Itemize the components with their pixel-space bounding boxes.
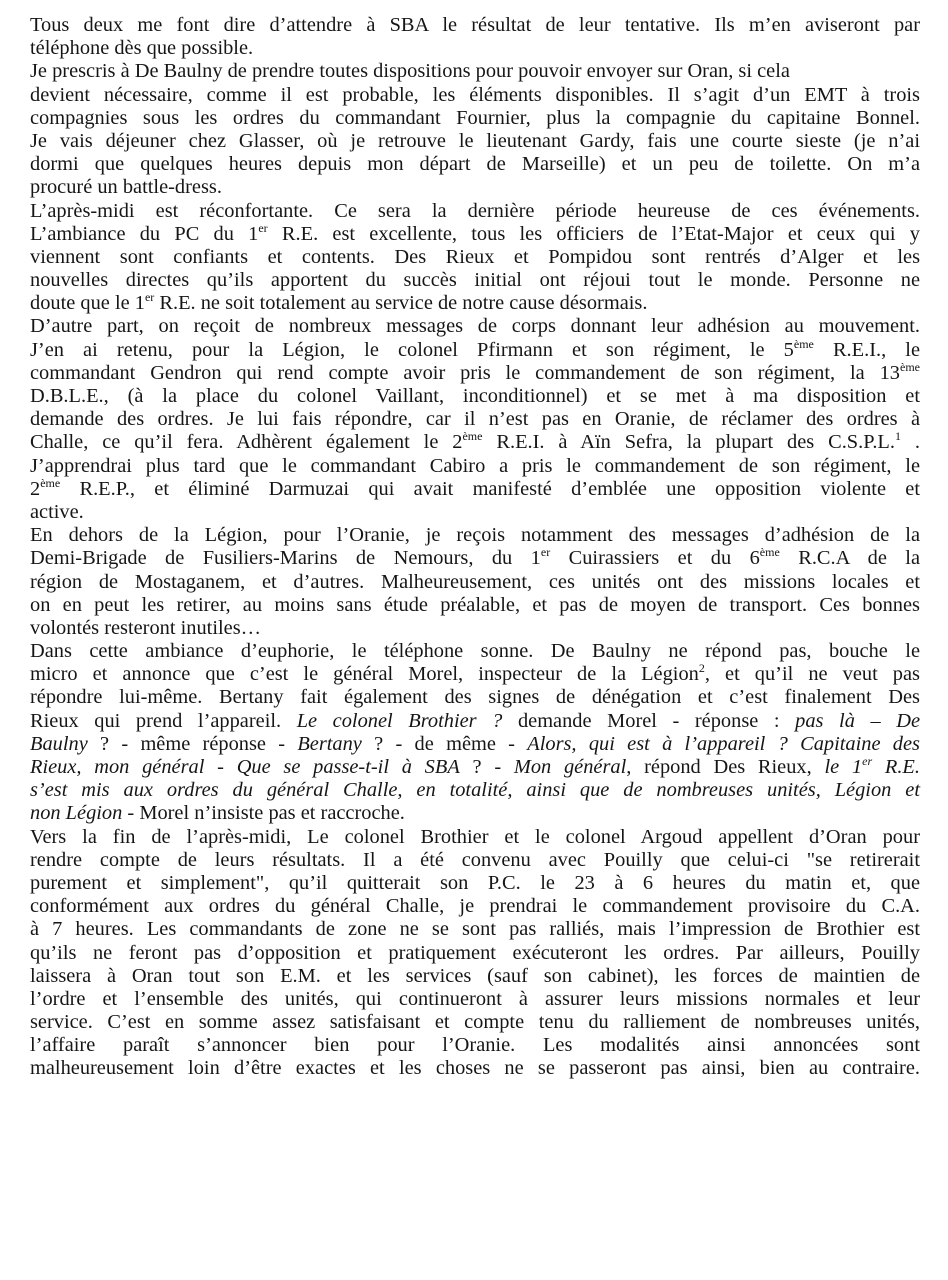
text-line: J’en ai retenu, pour la Légion, le colonel Pfirmann et son régiment, le 5ème R.E.I., le [30,336,920,361]
text-line: 2ème R.E.P., et éliminé Darmuzai qui avait manifesté d’emblée une opposition violente et [30,475,920,500]
text-line: L’ambiance du PC du 1er R.E. est excellente, tous les officiers de l’Etat-Major et ceux qui y [30,220,920,245]
text-line: devient nécessaire, comme il est probable, les éléments disponibles. Il s’agit d’un EMT à trois [30,83,920,106]
text-line: non Légion - Morel n’insiste pas et raccroche. [30,802,405,825]
text-line: on en peut les retirer, au moins sans étude préalable, et pas de moyen de transport. Ces bonnes [30,593,920,616]
text-line: région de Mostaganem, et d’autres. Malheureusement, ces unités ont des missions locales et [30,570,920,593]
text-line: compagnies sous les ordres du commandant Fournier, plus la compagnie du capitaine Bonnel. [30,106,920,129]
text-line: Rieux, mon général - Que se passe-t-il à SBA ? - Mon général, répond Des Rieux, le 1er R.E. [30,754,920,778]
text-line: Je prescris à De Baulny de prendre toutes dispositions pour pouvoir envoyer sur Oran, si cela [30,60,790,83]
text-line: commandant Gendron qui rend compte avoir pris le commandement de son régiment, la 13ème [30,359,920,384]
text-line: malheureusement loin d’être exactes et les choses ne se passeront pas ainsi, bien au contraire. [30,1057,920,1080]
text-line: L’après-midi est réconfortante. Ce sera la dernière période heureuse de ces événements. [30,199,920,222]
text-line: D’autre part, on reçoit de nombreux messages de corps donnant leur adhésion au mouvement. [30,315,920,338]
text-line: conformément aux ordres du général Challe, je prendrai le commandement provisoire du C.A. [30,895,920,918]
text-line: rendre compte de leurs résultats. Il a été convenu avec Pouilly que celui-ci "se retirerait [30,848,920,871]
text-line: nouvelles directes qu’ils apportent du succès initial ont réjoui tout le monde. Personne ne [30,269,920,292]
text-line: procuré un battle-dress. [30,176,222,199]
text-line: s’est mis aux ordres du général Challe, en totalité, ainsi que de nombreuses unités, Légion et [30,779,920,802]
text-line: Dans cette ambiance d’euphorie, le téléphone sonne. De Baulny ne répond pas, bouche le [30,640,920,663]
text-line: viennent sont confiants et contents. Des Rieux et Pompidou sont rentrés d’Alger et les [30,245,920,268]
text-line: Demi-Brigade de Fusiliers-Marins de Nemours, du 1er Cuirassiers et du 6ème R.C.A de la [30,545,921,570]
text-line: à 7 heures. Les commandants de zone ne se sont pas ralliés, mais l’impression de Brothier est [30,918,920,941]
document-page [30,14,920,1081]
text-line: téléphone dès que possible. [30,37,254,60]
text-line: active. [30,500,84,523]
text-line: doute que le 1er R.E. ne soit totalement au service de notre cause désormais. [30,290,648,315]
text-line: D.B.L.E., (à la place du colonel Vaillant, inconditionnel) et se met à ma disposition et [30,385,920,407]
text-line: laissera à Oran tout son E.M. et les services (sauf son cabinet), les forces de maintien de [30,964,920,987]
text-line: service. C’est en somme assez satisfaisant et compte tenu du ralliement de nombreuses unités, [30,1011,920,1034]
text-line: Tous deux me font dire d’attendre à SBA le résultat de leur tentative. Ils m’en aviseront par [30,14,920,36]
text-line: Challe, ce qu’il fera. Adhèrent également le 2ème R.E.I. à Aïn Sefra, la plupart des C.S.P.L.$^1$ . [30,429,920,454]
text-line: Rieux qui prend l’appareil. Le colonel Brothier ? demande Morel - réponse : pas là – De [30,709,921,732]
text-line: l’affaire paraît s’annoncer bien pour l’Oranie. Les modalités ainsi annoncées sont [30,1034,920,1057]
text-line: dormi que quelques heures depuis mon départ de Marseille) et un peu de toilette. On m’a [30,153,920,176]
text-line: En dehors de la Légion, pour l’Oranie, je reçois notamment des messages d’adhésion de la [30,524,920,547]
text-line: demande des ordres. Je lui fais répondre, car il n’est pas en Oranie, de réclamer des ordres à [30,408,920,431]
text-line: répondre lui-même. Bertany fait également des signes de dénégation et c’est finalement Des [30,686,920,709]
text-line: Vers la fin de l’après-midi, Le colonel Brothier et le colonel Argoud appellent d’Oran pour [30,825,920,848]
text-line: qu’ils ne feront pas d’opposition et pratiquement exécuteront les ordres. Par ailleurs, Pouilly [30,941,920,964]
text-line: Je vais déjeuner chez Glasser, où je retrouve le lieutenant Gardy, fais une courte sieste (je n’ai [30,129,920,152]
text-line: micro et annonce que c’est le général Morel, inspecteur de la Légion$^2$, et qu’il ne veut pas [30,661,920,686]
document-text [30,14,920,1081]
text-line: Baulny ? - même réponse - Bertany ? - de même - Alors, qui est à l’appareil ? Capitaine des [30,732,920,755]
text-line: volontés resteront inutiles… [30,616,262,639]
text-line: purement et simplement", qu’il quitterait son P.C. le 23 à 6 heures du matin et, que [30,871,920,894]
text-line: l’ordre et l’ensemble des unités, qui continueront à assurer leurs missions normales et leur [30,987,920,1010]
text-line: J’apprendrai plus tard que le commandant Cabiro a pris le commandement de son régiment, le [30,454,920,477]
